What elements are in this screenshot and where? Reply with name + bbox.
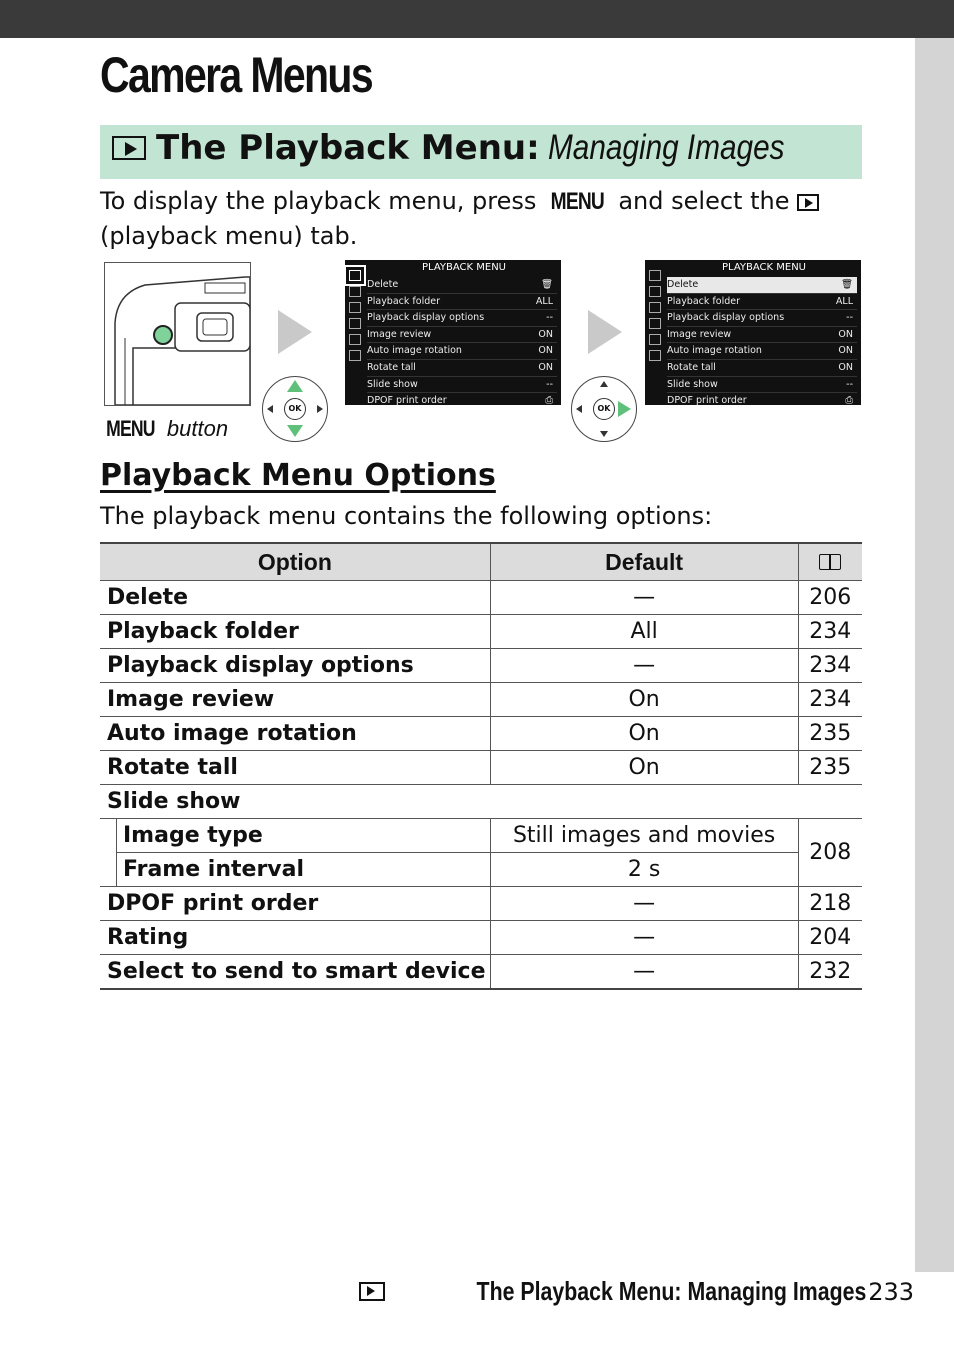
column-header-page	[798, 543, 862, 581]
screen-row: Playback display options --	[667, 310, 857, 327]
procedure-figure	[100, 258, 862, 448]
table-subrow: Frame interval 2 s	[100, 853, 862, 887]
table-row: Playback folder All 234	[100, 615, 862, 649]
screen-row: Slide show --	[667, 377, 857, 394]
screen-row: DPOF print order ⎙	[367, 393, 557, 405]
screen-title: PLAYBACK MENU	[422, 262, 506, 273]
screen-row: Image review ON	[667, 327, 857, 344]
menu-key-label: MENU	[550, 188, 605, 215]
table-row: Image review On 234	[100, 683, 862, 717]
screen-title: PLAYBACK MENU	[722, 262, 806, 273]
screen-row: Playback display options --	[367, 310, 557, 327]
table-row: Select to send to smart device — 232	[100, 955, 862, 990]
table-subrow: Image type Still images and movies 208	[100, 819, 862, 853]
column-header-default: Default	[490, 543, 798, 581]
table-row-slide-show: Slide show	[100, 785, 862, 819]
table-row: DPOF print order — 218	[100, 887, 862, 921]
screen-row: Image review ON	[367, 327, 557, 344]
options-lead: The playback menu contains the following options:	[100, 502, 713, 530]
step-arrow-2	[588, 310, 622, 354]
screen-row: DPOF print order ⎙	[667, 393, 857, 405]
slide-show-page: 208	[798, 819, 862, 887]
page-footer	[359, 1276, 914, 1307]
intro-paragraph	[100, 184, 840, 253]
table-row: Delete — 206	[100, 581, 862, 615]
screen-row: Auto image rotation ON	[367, 343, 557, 360]
intro-text-2: and select the	[610, 187, 798, 215]
screen-row-selected: Delete 🗑	[667, 277, 857, 294]
table-row: Rating — 204	[100, 921, 862, 955]
camera-illustration	[104, 262, 251, 406]
footer-playback-icon	[359, 1282, 385, 1301]
playback-tab-icon	[797, 194, 819, 211]
table-row: Auto image rotation On 235	[100, 717, 862, 751]
caption-button-text: button	[160, 416, 229, 441]
screen-row: Rotate tall ON	[667, 360, 857, 377]
top-bar	[0, 0, 954, 38]
page-number: 233	[868, 1277, 914, 1306]
screen-row: Auto image rotation ON	[667, 343, 857, 360]
playback-icon	[112, 136, 146, 160]
ok-button-icon: OK	[593, 398, 615, 420]
screen-row: Delete 🗑	[367, 277, 557, 294]
screen-row: Playback folder ALL	[667, 294, 857, 311]
multi-selector-2	[571, 376, 637, 442]
menu-screen-1	[345, 260, 561, 405]
menu-screen-2	[645, 260, 861, 405]
page-reference-icon	[819, 554, 841, 570]
step-arrow-1	[278, 310, 312, 354]
options-heading: Playback Menu Options	[100, 458, 496, 493]
section-subtitle: Managing Images	[547, 128, 785, 167]
multi-selector-1	[262, 376, 328, 442]
section-header	[100, 125, 862, 179]
screen-row: Slide show --	[367, 377, 557, 394]
figure-caption	[100, 416, 228, 442]
table-row: Playback display options — 234	[100, 649, 862, 683]
intro-text-1: To display the playback menu, press	[100, 187, 545, 215]
column-header-option: Option	[100, 543, 490, 581]
footer-title: The Playback Menu: Managing Images	[476, 1276, 867, 1306]
chapter-title: Camera Menus	[100, 47, 372, 103]
ok-button-icon: OK	[284, 398, 306, 420]
intro-text-3: (playback menu) tab.	[100, 222, 358, 250]
table-row: Rotate tall On 235	[100, 751, 862, 785]
screen-row: Rotate tall ON	[367, 360, 557, 377]
options-table	[100, 542, 862, 990]
screen-row: Playback folder ALL	[367, 294, 557, 311]
caption-menu-key: MENU	[106, 416, 155, 441]
section-title: The Playback Menu:	[156, 128, 540, 168]
side-tab-bar	[915, 38, 954, 1272]
